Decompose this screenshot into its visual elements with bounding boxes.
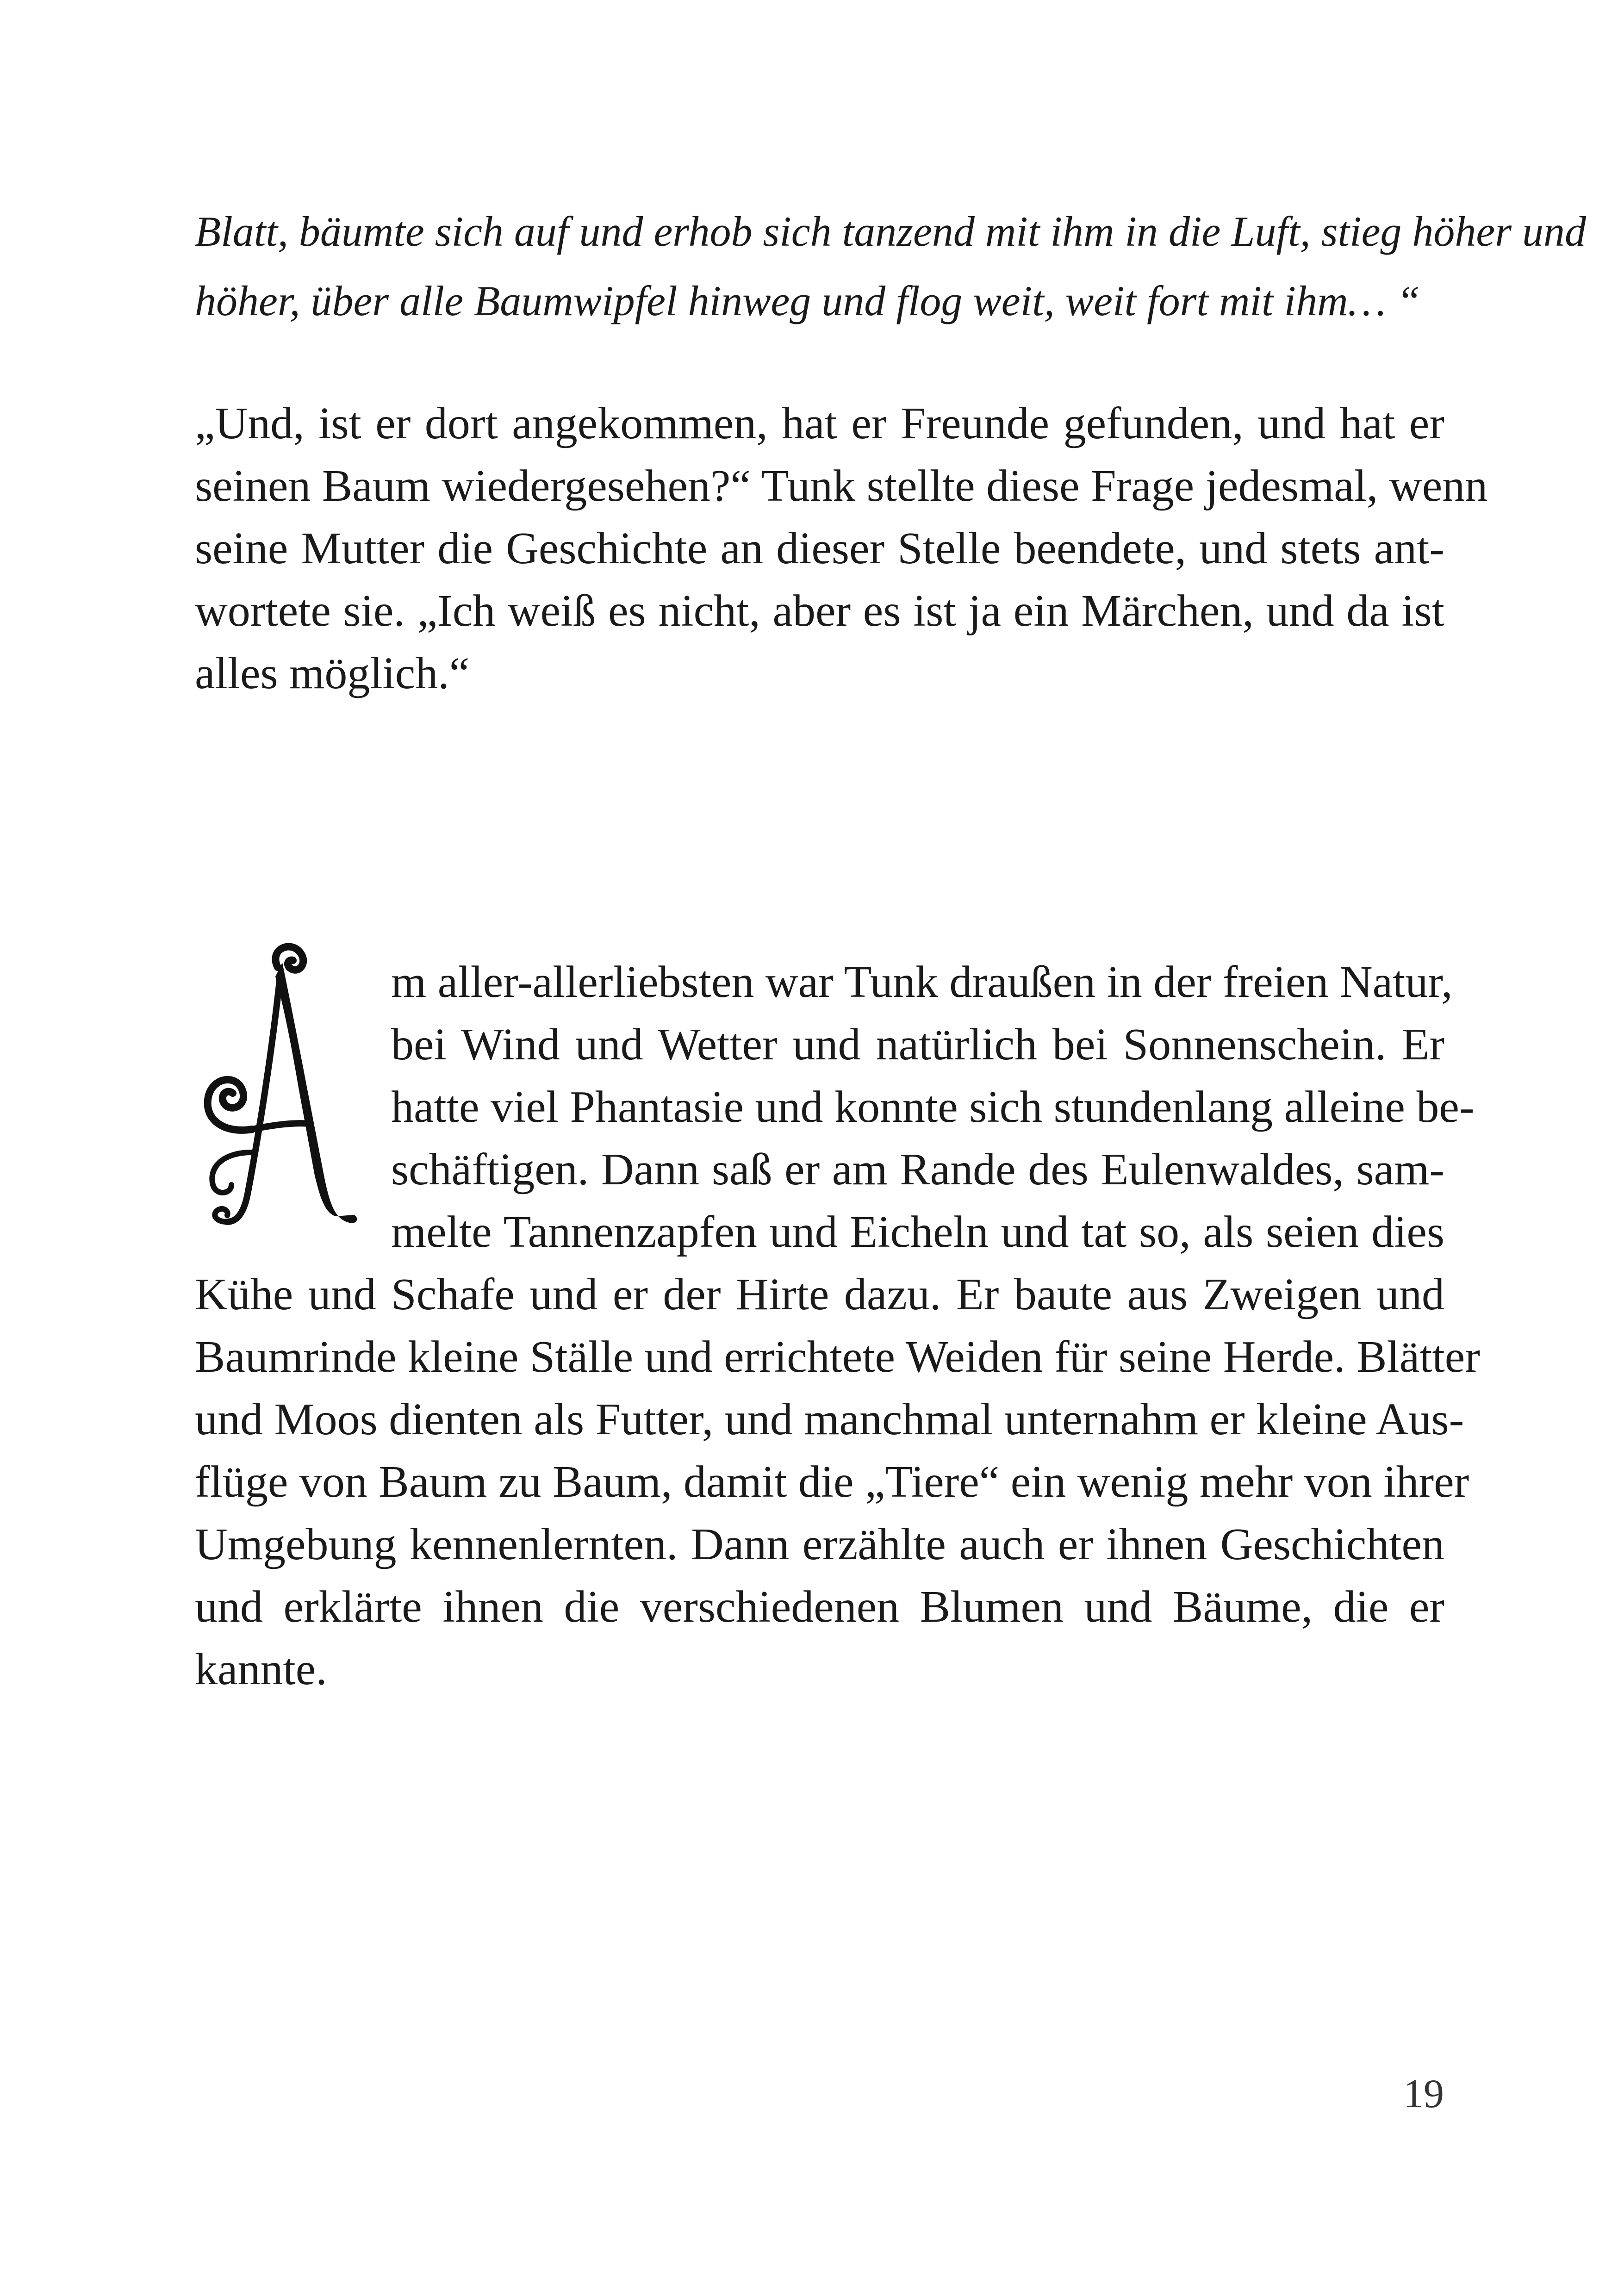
body-text-line: m aller-allerliebsten war Tunk draußen in der freien Natur, (391, 957, 1453, 1007)
body-text-line: seine Mutter die Geschichte an dieser Stelle beendete, und stets ant- (195, 523, 1444, 573)
body-text-line: seinen Baum wiedergesehen?“ Tunk stellte diese Frage jedesmal, wenn (195, 461, 1488, 511)
body-text-line: kannte. (195, 1644, 327, 1694)
body-text-line: Baumrinde kleine Ställe und errichtete Weiden für seine Herde. Blätter (195, 1332, 1480, 1382)
page-number: 19 (1403, 2072, 1444, 2116)
body-text-line: „Und, ist er dort angekommen, hat er Freunde gefunden, und hat er (195, 398, 1444, 448)
body-text-line: und Moos dienten als Futter, und manchmal unternahm er kleine Aus- (195, 1394, 1464, 1444)
body-text-line: schäftigen. Dann saß er am Rande des Eulenwaldes, sam- (391, 1145, 1444, 1195)
italic-text-line: höher, über alle Baumwipfel hinweg und flog weit, weit fort mit ihm… “ (195, 277, 1420, 324)
dropcap-letter-a (183, 935, 368, 1259)
body-text-line: melte Tannenzapfen und Eicheln und tat so, als seien dies (391, 1207, 1444, 1257)
body-text-line: flüge von Baum zu Baum, damit die „Tiere“ ein wenig mehr von ihrer (195, 1457, 1469, 1507)
body-text-line: hatte viel Phantasie und konnte sich stundenlang alleine be- (391, 1082, 1475, 1132)
body-text-line: alles möglich.“ (195, 648, 470, 698)
body-text-line: Umgebung kennenlernten. Dann erzählte auch er ihnen Geschichten (195, 1519, 1444, 1569)
italic-text-line: Blatt, bäumte sich auf und erhob sich tanzend mit ihm in die Luft, stieg höher und (195, 208, 1587, 255)
body-text-line: Kühe und Schafe und er der Hirte dazu. Er baute aus Zweigen und (195, 1269, 1444, 1319)
body-text-line: wortete sie. „Ich weiß es nicht, aber es ist ja ein Märchen, und da ist (195, 586, 1444, 636)
body-text-line: bei Wind und Wetter und natürlich bei Sonnenschein. Er (391, 1020, 1444, 1070)
body-text-line: und erklärte ihnen die verschiedenen Blumen und Bäume, die er (195, 1582, 1444, 1632)
